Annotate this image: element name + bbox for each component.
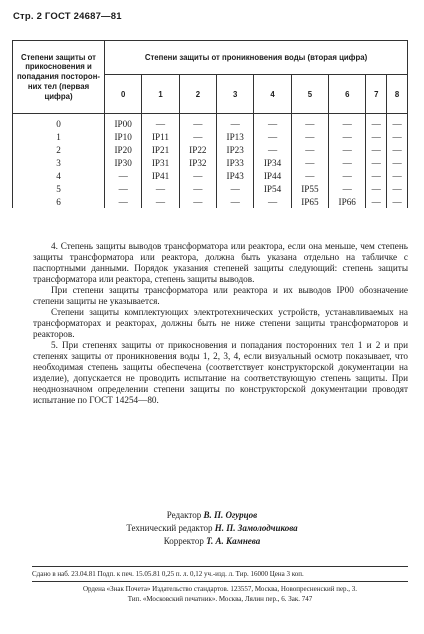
table-row [13, 195, 408, 208]
table-cell: IP32 [179, 156, 216, 169]
row-label: 4 [13, 169, 105, 182]
table-cell: IP13 [217, 130, 254, 143]
table-cell: — [291, 143, 328, 156]
row-label: 1 [13, 130, 105, 143]
row-label: 2 [13, 143, 105, 156]
table-cell: IP31 [142, 156, 179, 169]
first-digit-header-line: них тел (первая [27, 81, 90, 91]
table-cell: — [254, 114, 291, 131]
credits [0, 509, 424, 548]
table-cell: — [329, 182, 366, 195]
table-cell: — [387, 182, 408, 195]
column-header-0: 0 [105, 75, 142, 114]
page-header: Стр. 2 ГОСТ 24687—81 [13, 11, 122, 22]
table-cell: — [366, 114, 387, 131]
table-cell: IP34 [254, 156, 291, 169]
table-cell: IP54 [254, 182, 291, 195]
table-cell: — [142, 182, 179, 195]
table-cell: — [329, 114, 366, 131]
publication-info [32, 564, 408, 604]
protection-degree-table [12, 40, 408, 208]
table-cell: — [254, 195, 291, 208]
table-cell: — [179, 114, 216, 131]
table-row [13, 130, 408, 143]
table-cell: — [387, 169, 408, 182]
table-cell: IP30 [105, 156, 142, 169]
table-cell: IP20 [105, 143, 142, 156]
first-digit-header-line: Степени защиты от [20, 52, 96, 62]
table-cell: IP55 [291, 182, 328, 195]
table-cell: — [366, 143, 387, 156]
first-digit-header-line: попадания посторон- [16, 72, 101, 82]
body-text [33, 241, 408, 406]
table-cell: IP33 [217, 156, 254, 169]
first-digit-header [13, 41, 105, 114]
table-cell: — [387, 130, 408, 143]
column-header-5: 5 [291, 75, 328, 114]
table-cell: — [217, 114, 254, 131]
table-cell: — [387, 143, 408, 156]
table-cell: IP66 [329, 195, 366, 208]
column-header-6: 6 [329, 75, 366, 114]
table-cell: — [142, 195, 179, 208]
imprint-rule-bottom [32, 581, 408, 582]
row-label: 5 [13, 182, 105, 195]
table-cell: — [179, 182, 216, 195]
first-digit-header-line: цифра) [44, 91, 73, 101]
table-cell: — [366, 182, 387, 195]
table-cell: — [387, 114, 408, 131]
table-cell: — [217, 182, 254, 195]
imprint-rule-top [32, 566, 408, 567]
table-cell: — [179, 169, 216, 182]
table-cell: — [329, 156, 366, 169]
table-cell: IP65 [291, 195, 328, 208]
table-cell: IP11 [142, 130, 179, 143]
paragraph-5: 5. При степенях защиты от прикосновения и попадания посторонних тел 1 и 2 и при степенях защиты от проникновения воды 1, 2, 3, 4, если визуальный осмотр показывает, что необходимая степень защиты обеспечена (соответствует конструкторской документации на изделие), допускается не проводить испытание на соответствующую степень защиты. При неоднозначном определении степени защиты по конструкторской документации проводят испытание по ГОСТ 14254—80. [33, 340, 408, 405]
column-header-8: 8 [387, 75, 408, 114]
column-header-7: 7 [366, 75, 387, 114]
column-header-4: 4 [254, 75, 291, 114]
column-header-2: 2 [179, 75, 216, 114]
row-label: 3 [13, 156, 105, 169]
table-cell: — [105, 169, 142, 182]
row-label: 6 [13, 195, 105, 208]
paragraph-ip00: При степени защиты трансформатора или реактора и их выводов IP00 обозначение степени защиты не указывается. [33, 285, 408, 306]
table-row [13, 169, 408, 182]
table-cell: IP21 [142, 143, 179, 156]
table-cell: — [329, 130, 366, 143]
table-cell: — [329, 169, 366, 182]
table-cell: IP44 [254, 169, 291, 182]
table-cell: — [291, 156, 328, 169]
table-cell: IP23 [217, 143, 254, 156]
table-cell: — [291, 130, 328, 143]
table-cell: IP22 [179, 143, 216, 156]
column-header-1: 1 [142, 75, 179, 114]
table-cell: — [179, 195, 216, 208]
table-cell: IP10 [105, 130, 142, 143]
table-cell: — [387, 195, 408, 208]
credit-editor: Редактор В. П. Огурцов [166, 510, 258, 520]
table-row [13, 143, 408, 156]
table-cell: — [105, 182, 142, 195]
table-row [13, 114, 408, 131]
row-label: 0 [13, 114, 105, 131]
first-digit-header-line: прикосновения и [25, 62, 92, 72]
imprint-line: Сдано в наб. 23.04.81 Подп. к печ. 15.05.81 0,25 п. л. 0,12 уч.-изд. л. Тир. 16000 Цена 3 коп. [32, 570, 304, 578]
table-cell: — [254, 143, 291, 156]
table-row [13, 156, 408, 169]
table-cell: — [291, 169, 328, 182]
paragraph-4: 4. Степень защиты выводов трансформатора или реактора, если она меньше, чем степень защиты трансформатора или реактора, должна быть указана отдельно на табличке с паспортными данными. Порядок указания степеней защиты следующий: степень защиты трансформатора или реактора, степень защиты выводов. [33, 241, 408, 284]
table-cell: — [254, 130, 291, 143]
table-cell: IP43 [217, 169, 254, 182]
printer-line: Ордена «Знак Почета» Издательство стандартов. 123557, Москва, Новопресненский пер., 3. [82, 585, 358, 593]
table-cell: — [179, 130, 216, 143]
table-cell: IP41 [142, 169, 179, 182]
second-digit-header: Степени защиты от проникновения воды (вторая цифра) [105, 41, 408, 75]
table-cell: — [142, 114, 179, 131]
table-cell: — [387, 156, 408, 169]
table-cell: — [366, 169, 387, 182]
table-cell: — [291, 114, 328, 131]
paragraph-components: Степени защиты комплектующих электротехнических устройств, устанавливаемых на трансформаторах и реакторах, должны быть не ниже степени защиты трансформаторов и реакторов. [33, 307, 408, 339]
table-row [13, 182, 408, 195]
table-cell: — [366, 156, 387, 169]
credit-tech-editor: Технический редактор Н. П. Замолодчикова [126, 523, 298, 533]
table-cell: — [366, 130, 387, 143]
table-cell: — [105, 195, 142, 208]
column-header-3: 3 [217, 75, 254, 114]
table-cell: IP00 [105, 114, 142, 131]
table-cell: — [366, 195, 387, 208]
printer-line: Тип. «Московский печатник». Москва, Лялин пер., 6. Зак. 747 [127, 595, 313, 603]
credit-corrector: Корректор Т. А. Камнева [163, 536, 261, 546]
table-cell: — [329, 143, 366, 156]
table-cell: — [217, 195, 254, 208]
